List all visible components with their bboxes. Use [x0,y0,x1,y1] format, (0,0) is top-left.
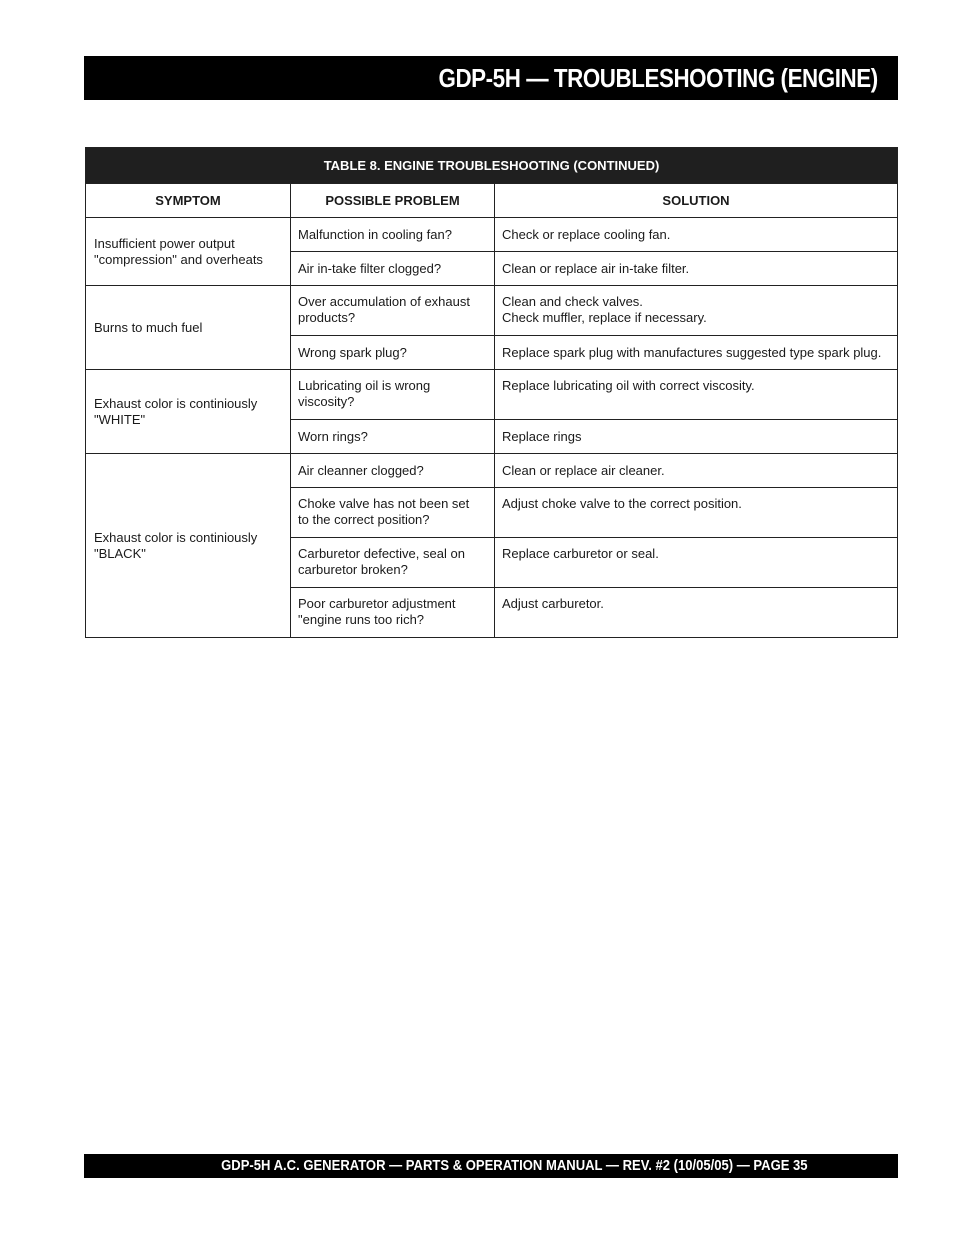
cell-line: Replace spark plug with manufactures suggested type spark plug. [502,344,882,360]
column-header-possible-problem: POSSIBLE PROBLEM [291,184,495,218]
cell-line: Replace carburetor or seal. [502,546,659,561]
cell-line: Replace lubricating oil with correct viscosity. [502,378,755,393]
cell-line: Clean and check valves. [502,294,643,309]
symptom-cell [86,286,291,370]
possible-problem-cell [291,370,495,420]
possible-problem-cell [291,420,495,454]
table-row [86,218,898,252]
possible-problem-cell [291,588,495,638]
solution-cell [495,538,898,588]
cell-line: "WHITE" [94,411,146,427]
possible-problem-cell [291,336,495,370]
solution-cell [495,488,898,538]
cell-line: Air cleanner clogged? [298,462,424,478]
column-header-symptom: SYMPTOM [86,184,291,218]
possible-problem-cell [291,286,495,336]
cell-line: Lubricating oil is wrong [298,378,431,393]
table-caption-row [86,148,898,184]
solution-cell [495,336,898,370]
cell-line: Check or replace cooling fan. [502,226,671,242]
cell-line: viscosity? [298,393,355,409]
cell-line: Adjust carburetor. [502,596,604,611]
page-footer: GDP-5H A.C. GENERATOR — PARTS & OPERATION MANUAL — REV. #2 (10/05/05) — PAGE 35 [221,1158,808,1174]
cell-line: "compression" and overheats [94,251,263,267]
cell-line: Over accumulation of exhaust [298,294,470,309]
table-caption: TABLE 8. ENGINE TROUBLESHOOTING (CONTINUED) [86,148,898,184]
cell-line: Poor carburetor adjustment [298,596,456,611]
cell-line: Adjust choke valve to the correct position. [502,496,742,511]
cell-line: Choke valve has not been set [298,496,470,511]
page-footer-bar [84,1154,898,1178]
cell-line: Replace rings [502,428,582,444]
solution-cell [495,218,898,252]
possible-problem-cell [291,454,495,488]
possible-problem-cell [291,218,495,252]
table-row [86,370,898,420]
symptom-cell [86,370,291,454]
cell-line: Worn rings? [298,428,368,444]
cell-line: Clean or replace air cleaner. [502,462,665,478]
column-header-solution: SOLUTION [495,184,898,218]
cell-line: Air in-take filter clogged? [298,260,442,276]
cell-line: products? [298,309,356,325]
cell-line: Insufficient power output [94,236,235,251]
cell-line: "BLACK" [94,545,146,561]
cell-line: carburetor broken? [298,561,408,577]
possible-problem-cell [291,252,495,286]
cell-line: Exhaust color is continiously [94,530,258,545]
possible-problem-cell [291,538,495,588]
table-row [86,286,898,336]
solution-cell [495,588,898,638]
table-header-row [86,184,898,218]
cell-line: Check muffler, replace if necessary. [502,309,707,325]
engine-troubleshooting-table [85,147,898,638]
cell-line: "engine runs too rich? [298,611,425,627]
cell-line: Clean or replace air in-take filter. [502,260,690,276]
solution-cell [495,252,898,286]
page-title-bar [84,56,898,100]
symptom-cell [86,454,291,638]
symptom-cell [86,218,291,286]
page-title: GDP-5H — TROUBLESHOOTING (ENGINE) [438,62,878,93]
cell-line: Burns to much fuel [94,319,203,335]
solution-cell [495,454,898,488]
solution-cell [495,420,898,454]
cell-line: to the correct position? [298,511,430,527]
solution-cell [495,370,898,420]
solution-cell [495,286,898,336]
table-row [86,454,898,488]
cell-line: Malfunction in cooling fan? [298,226,452,242]
table-body [86,218,898,638]
cell-line: Wrong spark plug? [298,344,407,360]
cell-line: Carburetor defective, seal on [298,546,465,561]
possible-problem-cell [291,488,495,538]
cell-line: Exhaust color is continiously [94,396,258,411]
